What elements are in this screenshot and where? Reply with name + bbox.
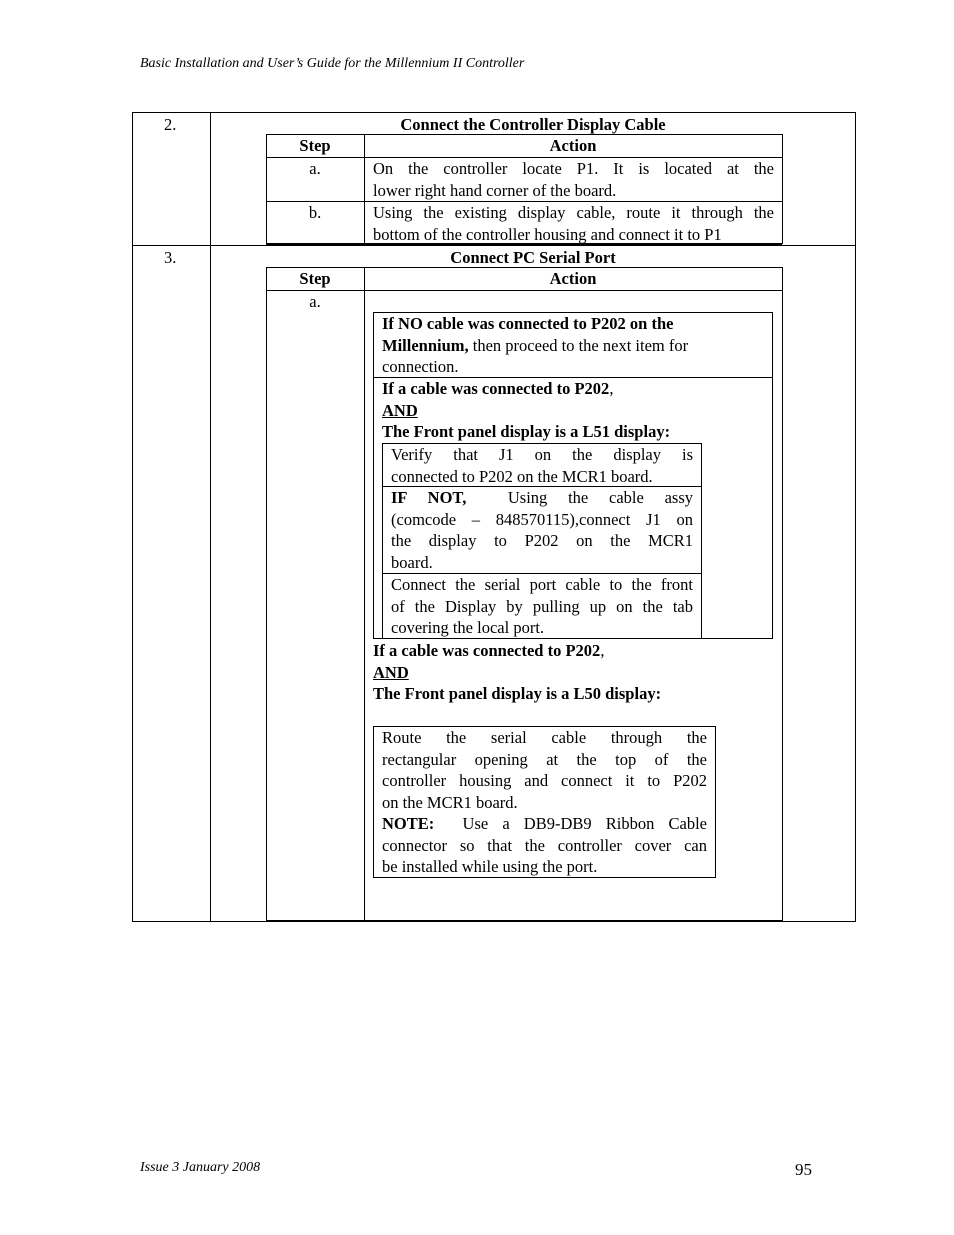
row-3-number: 3. bbox=[164, 248, 177, 267]
no-cable-text: If NO cable was connected to P202 on the Millennium, then proceed to the next item for connection. bbox=[382, 314, 689, 376]
footer-issue: Issue 3 January 2008 bbox=[140, 1160, 261, 1175]
row-3-action-header: Action bbox=[549, 269, 597, 288]
row-2-step-b: b. bbox=[308, 203, 322, 222]
l51-condition: If a cable was connected to P202, AND The Front panel display is a L51 display: bbox=[382, 379, 671, 441]
row-2-step-a: a. bbox=[309, 159, 321, 178]
row-2-title: Connect the Controller Display Cable bbox=[400, 115, 666, 134]
l51-connect: Connect the serial port cable to the front of the Display by pulling up on the tab covering the local port. bbox=[391, 575, 693, 637]
row-2-action-header: Action bbox=[549, 136, 597, 155]
l50-condition: If a cable was connected to P202, AND The Front panel display is a L50 display: bbox=[373, 641, 662, 703]
page-header: Basic Installation and User’s Guide for the Millennium II Controller bbox=[140, 56, 525, 71]
l50-route: Route the serial cable through the rectangular opening at the top of the controller housing and connect it to P202 on the MCR1 board. NOTE: Use a DB9-DB9 Ribbon Cable connector so that the controller cover can be installed while using the port. bbox=[382, 728, 707, 876]
row-2-action-b: Using the existing display cable, route it through the bottom of the controller housing and connect it to P1 bbox=[373, 203, 774, 244]
row-3-title: Connect PC Serial Port bbox=[450, 248, 616, 267]
row-3-step-header: Step bbox=[299, 269, 331, 288]
row-2-number: 2. bbox=[164, 115, 177, 134]
row-2-action-a: On the controller locate P1. It is located at the lower right hand corner of the board. bbox=[373, 159, 774, 200]
row-3-step-a: a. bbox=[309, 292, 321, 311]
l51-verify: Verify that J1 on the display is connected to P202 on the MCR1 board. bbox=[391, 445, 693, 486]
l51-if-not: IF NOT, Using the cable assy (comcode – 848570115),connect J1 on the display to P202 on the MCR1 board. bbox=[391, 488, 693, 572]
page-number: 95 bbox=[795, 1160, 812, 1179]
row-2-step-header: Step bbox=[299, 136, 331, 155]
